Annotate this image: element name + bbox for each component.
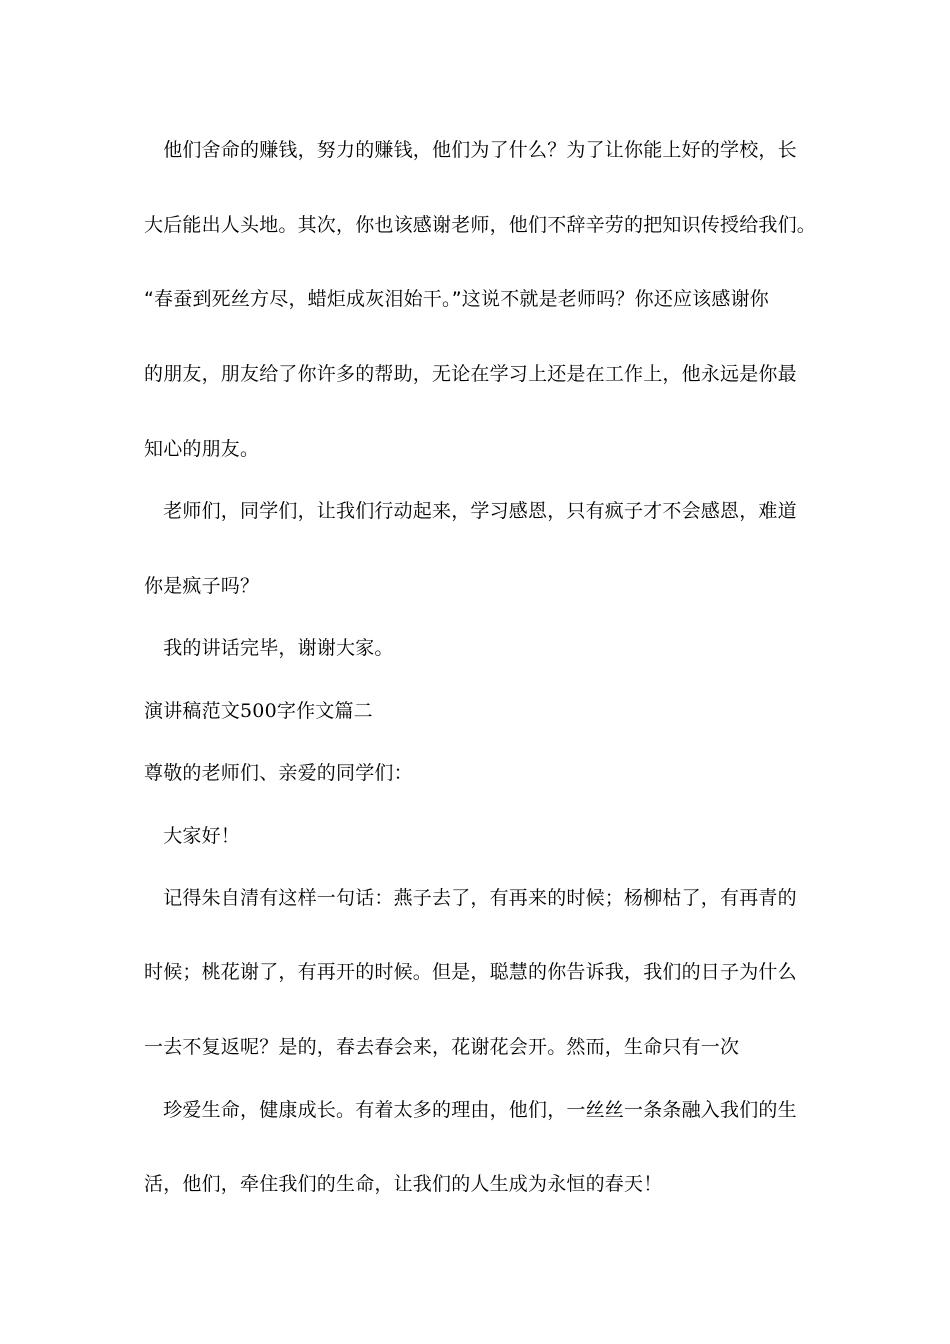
paragraph-line-7: 你是疯子吗？ [144,575,260,597]
paragraph-line-1: 他们舍命的赚钱，努力的赚钱，他们为了什么？为了让你能上好的学校，长 [144,139,797,161]
paragraph-line-11: 一去不复返呢？是的，春去春会来，花谢花会开。然而，生命只有一次 [144,1036,740,1058]
section-heading: 演讲稿范文500字作文篇二 [144,700,373,722]
salutation-line: 尊敬的老师们、亲爱的同学们： [144,762,413,784]
paragraph-line-3: “春蚕到死丝方尽，蜡炬成灰泪始干。”这说不就是老师吗？你还应该感谢你 [144,288,769,310]
paragraph-line-9: 记得朱自清有这样一句话：燕子去了，有再来的时候；杨柳枯了，有再青的 [144,887,797,909]
paragraph-line-10: 时候；桃花谢了，有再开的时候。但是，聪慧的你告诉我，我们的日子为什么 [144,961,797,983]
paragraph-line-5: 知心的朋友。 [144,438,260,460]
paragraph-line-13: 活，他们，牵住我们的生命，让我们的人生成为永恒的春天！ [144,1173,663,1195]
paragraph-line-2: 大后能出人头地。其次，你也该感谢老师，他们不辞辛劳的把知识传授给我们。 [144,214,817,236]
paragraph-line-4: 的朋友，朋友给了你许多的帮助，无论在学习上还是在工作上，他永远是你最 [144,363,797,385]
paragraph-line-8: 我的讲话完毕，谢谢大家。 [144,637,394,659]
greeting-line: 大家好！ [144,825,241,847]
paragraph-line-12: 珍爱生命，健康成长。有着太多的理由，他们，一丝丝一条条融入我们的生 [144,1099,797,1121]
paragraph-line-6: 老师们，同学们，让我们行动起来，学习感恩，只有疯子才不会感恩，难道 [144,500,797,522]
